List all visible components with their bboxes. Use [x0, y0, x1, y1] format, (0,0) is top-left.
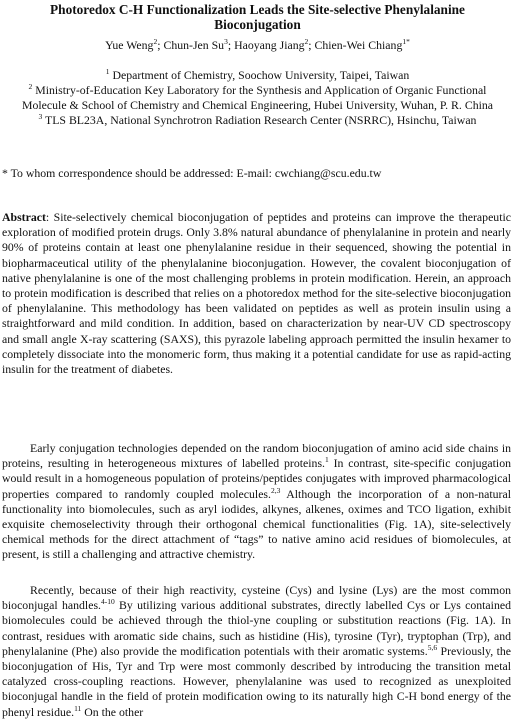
- affiliation-mark: 3: [38, 112, 43, 122]
- author-affiliation-mark: 1*: [402, 37, 410, 47]
- affiliation-text: TLS BL23A, National Synchrotron Radiation Research Center (NSRRC), Hsinchu, Taiwan: [45, 113, 477, 127]
- author-separator: ;: [227, 38, 235, 52]
- abstract-text: : Site-selectively chemical bioconjugation of peptides and proteins can improve the therapeutic exploration of modified protein drugs. Only 3.8% natural abundance of phenylalanine in protein and nearly 90% of proteins contain at least one phenylalanine residue in their sequenced, showing the potential in biopharmaceutical utility of the phenylalanine bioconjugation. However, the covalent bioconjugation of native phenylalanine is one of the most challenging problems in protein modification. Herein, an approach to protein modification is described that relies on a photoredox method for the site-selective bioconjugation of phenylalanine. This methodology has been validated on peptides as well as protein insulin using a straightforward and mild condition. In addition, based on characterization by near-UV CD spectroscopy and small angle X-ray scattering (SAXS), this pyrazole labeling approach permitted the insulin hexamer to completely dissociate into the monomeric form, thus making it a potential candidate for use as rapid-acting insulin for the treatment of diabetes.: [2, 210, 511, 377]
- body-paragraph: [2, 583, 511, 720]
- paragraph-text: By utilizing various additional substrates, directly labelled Cys or Lys contained biomolecules could be achieved through the thiol-yne coupling or substitution reactions (Fig. 1A). In contrast, residues with aromatic side chains, such as histidine (His), tyrosine (Tyr), tryptophan (Trp), and phenylalanine (Phe) also provide the modification potentials with their aromatic systems.: [2, 598, 511, 658]
- paragraph-text: Early conjugation technologies depended on the random bioconjugation of amino acid side chains in proteins, resulting in heterogeneous mixtures of labelled proteins.: [2, 441, 511, 471]
- author-list: [10, 38, 505, 52]
- author-name: Haoyang Jiang: [234, 38, 305, 52]
- paragraph-text: Recently, because of their high reactivity, cysteine (Cys) and lysine (Lys) are the most common bioconjugal handles.: [2, 583, 511, 613]
- author-affiliation-mark: 3: [224, 37, 228, 47]
- affiliation-mark: 2: [28, 82, 33, 92]
- abstract: [2, 210, 511, 377]
- paragraph-text: In contrast, site-specific conjugation would result in a homogeneous population of proteins/peptides conjugates with improved pharmacological properties compared to randomly coupled molecules.: [2, 456, 512, 501]
- paragraph-text: Although the incorporation of a non-natural functionality into biomolecules, such as aryl iodides, alkynes, alkenes, oximes and TCO ligation, exhibit exquisite chemoselectivity through their orthogonal chemical functionalities (Fig. 1A), site-selectively chemical methods for the direct attachment of “tags” to native amino acid residues of biomolecules, at present, is still a challenging and attractive chemistry.: [2, 486, 511, 562]
- affiliation-mark: 1: [105, 67, 110, 77]
- body-paragraph: [2, 441, 511, 563]
- citation-mark: 11: [74, 703, 82, 713]
- author-name: Chien-Wei Chiang: [314, 38, 403, 52]
- citation-mark: 4-10: [100, 597, 115, 607]
- affiliation: [20, 113, 495, 128]
- affiliation: [20, 68, 495, 83]
- affiliation-list: [20, 68, 495, 128]
- author-affiliation-mark: 2: [153, 37, 158, 47]
- author-affiliation-mark: 2: [304, 37, 309, 47]
- author-separator: ;: [157, 38, 164, 52]
- affiliation-text: Ministry-of-Education Key Laboratory for the Synthesis and Application of Organic Functional Molecule & School of Chemistry and Chemical Engineering, Hubei University, Wuhan, P. R. China: [22, 83, 493, 112]
- citation-mark: 1: [325, 455, 329, 465]
- paragraph-text: Previously, the bioconjugation of His, Tyr and Trp were most commonly described by introducing the transition metal catalyzed cross-coupling reactions. However, phenylalanine was used to recognized as unexploited bioconjugal handle in the field of protein modification owing to its naturally high C-H bond energy of the phenyl residue.: [2, 643, 511, 719]
- paper-title: Photoredox C-H Functionalization Leads the Site-selective Phenylalanine Bioconjugation: [50, 2, 465, 32]
- author-separator: ;: [308, 38, 315, 52]
- paragraph-text: On the other: [81, 704, 144, 719]
- author-name: Chun-Jen Su: [163, 38, 225, 52]
- affiliation-text: Department of Chemistry, Soochow University, Taipei, Taiwan: [112, 68, 410, 82]
- author-name: Yue Weng: [105, 38, 154, 52]
- affiliation: [20, 83, 495, 113]
- abstract-label: Abstract: [2, 210, 46, 224]
- citation-mark: 2,3: [270, 485, 281, 495]
- citation-mark: 5,6: [427, 642, 438, 652]
- correspondence-note: * To whom correspondence should be addressed: E-mail: cwchiang@scu.edu.tw: [2, 166, 382, 180]
